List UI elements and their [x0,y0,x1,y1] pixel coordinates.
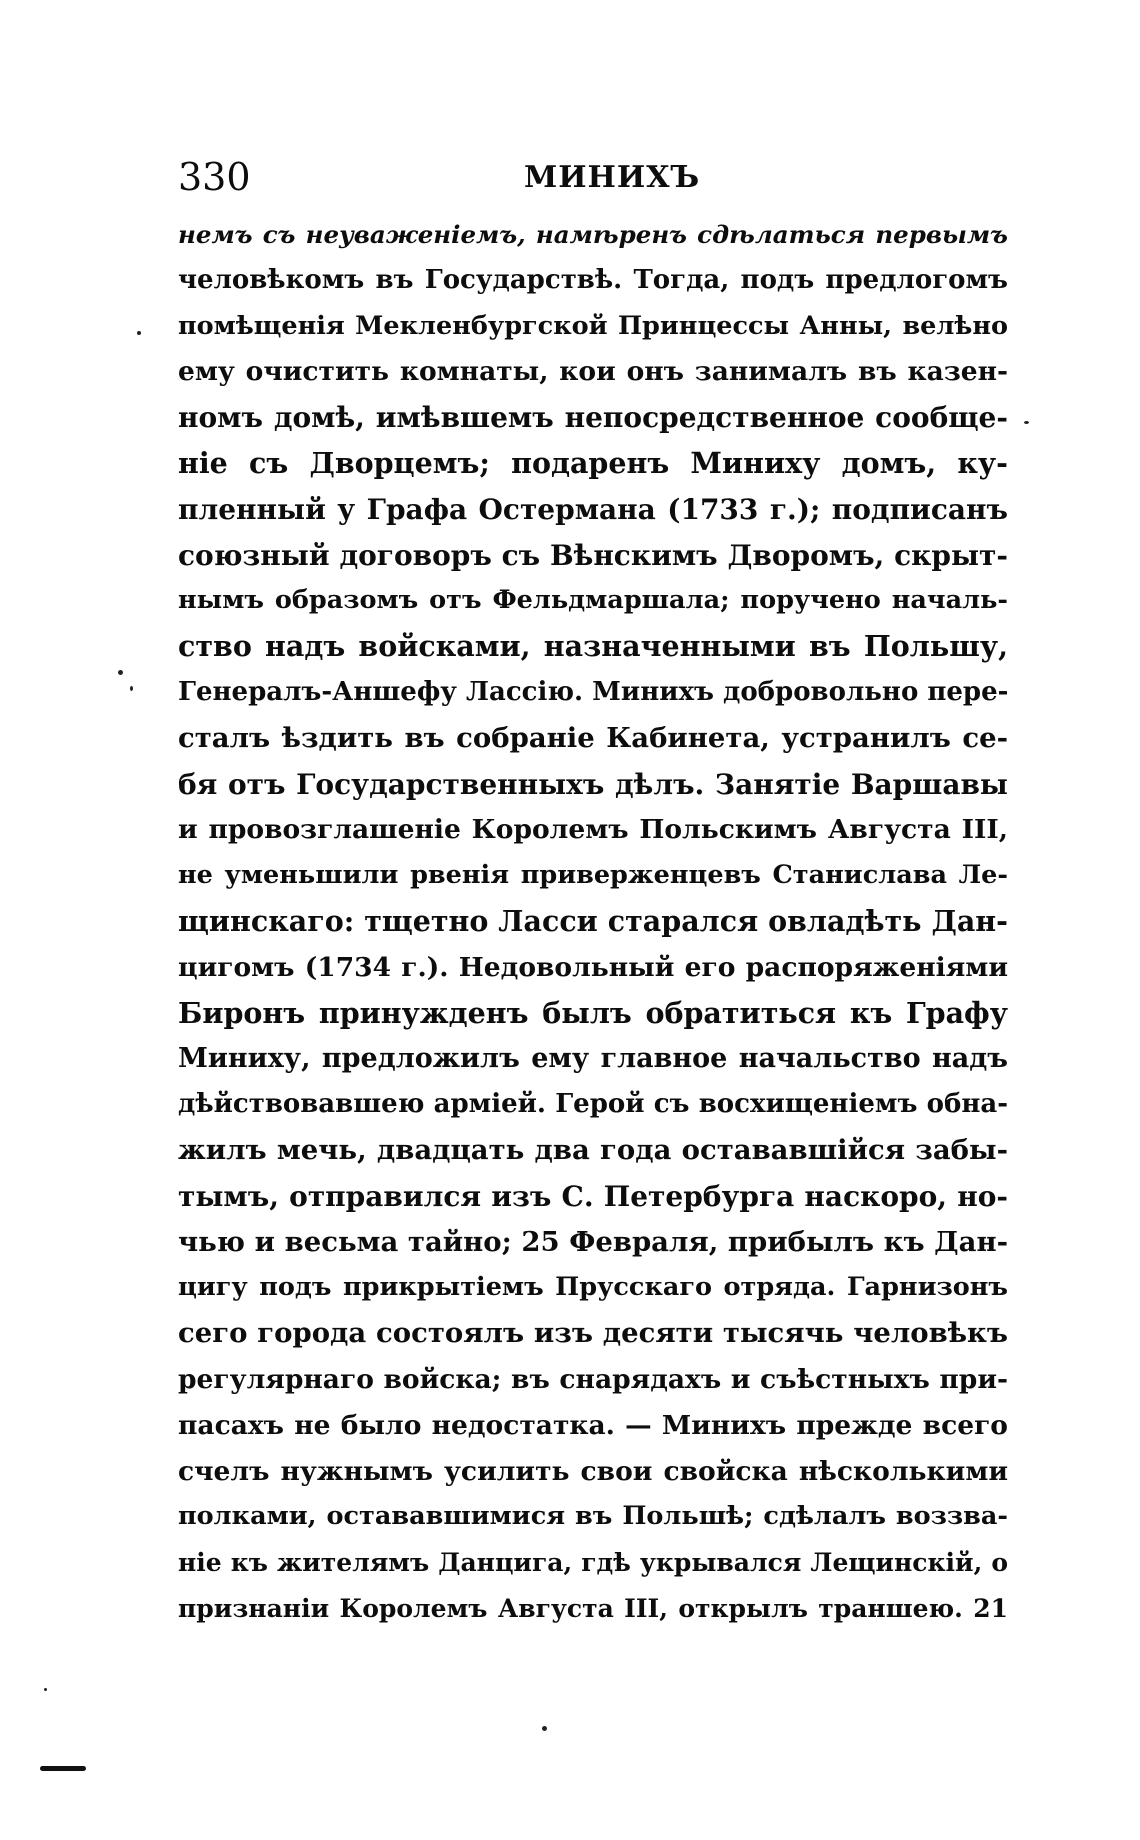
scan-speck [137,331,141,335]
scan-speck [118,670,123,675]
text-line: ніе къ жителямъ Данцига, гдѣ укрывался Лещинскій, о [178,1548,1008,1578]
text-line: пасахъ не было недостатка. — Минихъ прежде всего [178,1409,1008,1441]
scan-speck [130,686,133,691]
text-line: бя отъ Государственныхъ дѣлъ. Занятіе Варшавы [178,767,1008,801]
text-line: пленный у Графа Остермана (1733 г.); подписанъ [178,492,1008,526]
running-head: МИНИХЪ [524,160,701,195]
scan-speck [542,1726,547,1731]
text-line: чью и весьма тайно; 25 Февраля, прибылъ къ Дан- [178,1225,1008,1258]
text-line: жилъ мечь, двадцать два года остававшійся забы- [178,1133,1008,1166]
page-number: 330 [178,155,251,199]
text-line: и провозглашеніе Королемъ Польскимъ Августа III, [178,814,1008,846]
text-line: нымъ образомъ отъ Фельдмаршала; поручено началь- [178,585,1008,616]
text-line: цигу подъ прикрытіемъ Прусскаго отряда. Гарнизонъ [178,1272,1008,1303]
text-line: Генералъ-Аншефу Лассію. Минихъ добровольно пере- [178,676,1009,707]
text-line: помѣщенія Мекленбургской Принцессы Анны, велѣно [178,310,1008,341]
text-line: номъ домѣ, имѣвшемъ непосредственное сообще- [178,401,1008,435]
text-line: признаніи Королемъ Августа III, открылъ траншею. 21 [178,1593,1008,1623]
scan-dash-mark [40,1766,86,1771]
text-line: цигомъ (1734 г.). Недовольный его распоряженіями [178,951,1008,983]
text-line: регулярнаго войска; въ снарядахъ и съѣстныхъ при- [178,1363,1008,1395]
text-line: немъ съ неуваженіемъ, намѣренъ сдѣлаться первымъ [178,220,1008,249]
text-line: союзный договоръ съ Вѣнскимъ Дворомъ, скрыт- [178,538,1008,572]
text-line: сталъ ѣздить въ собраніе Кабинета, устранилъ се- [178,721,1008,754]
text-line: тымъ, отправился изъ С. Петербурга наскоро, но- [178,1179,1008,1213]
text-line: не уменьшили рвенія приверженцевъ Станислава Ле- [178,860,1008,891]
text-line: Биронъ принужденъ былъ обратиться къ Графу [178,995,1008,1030]
text-line: полками, остававшимися въ Польшѣ; сдѣлалъ воззва- [178,1501,1008,1532]
text-line: Миниху, предложилъ ему главное начальство надъ [178,1043,1008,1075]
text-line: сего города состоялъ изъ десяти тысячь человѣкъ [178,1317,1008,1350]
text-line: человѣкомъ въ Государствѣ. Тогда, подъ предлогомъ [178,264,1008,295]
body-text [178,212,1008,1632]
text-line: счелъ нужнымъ усилить свои свойска нѣсколькими [178,1455,1008,1487]
scan-speck [44,1688,47,1691]
text-line: ему очистить комнаты, кои онъ занималъ въ казен- [178,356,1008,388]
text-line: дѣйствовавшею арміей. Герой съ восхищеніемъ обна- [178,1089,1008,1120]
scan-speck [1024,421,1029,424]
page-header [178,152,1008,202]
text-line: щинскаго: тщетно Ласси старался овладѣть Дан- [178,903,1008,938]
text-line: ніе съ Дворцемъ; подаренъ Миниху домъ, ку- [178,445,1008,480]
text-line: ство надъ войсками, назначенными въ Польшу, [178,629,1008,664]
